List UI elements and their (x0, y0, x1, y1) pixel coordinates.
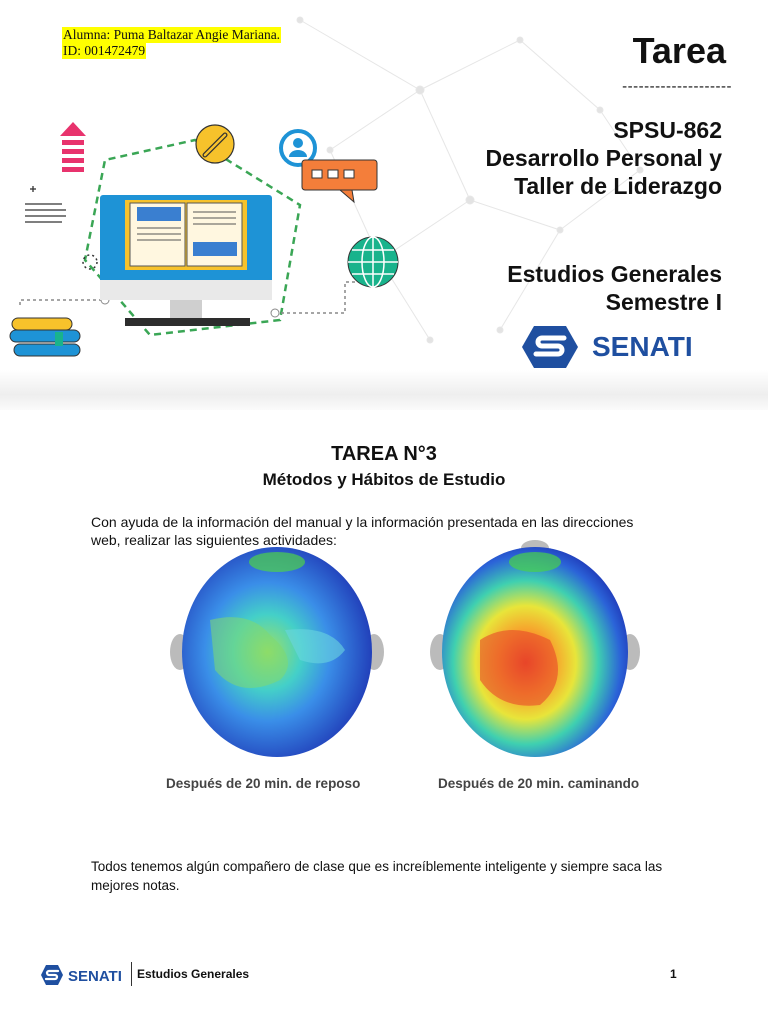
semester: Semestre I (605, 289, 722, 315)
task-subheading: Métodos y Hábitos de Estudio (262, 470, 506, 489)
pencil-icon (196, 125, 234, 163)
list-lines-icon (25, 186, 66, 222)
arrow-up-icon (60, 122, 86, 172)
footer-separator (131, 962, 132, 986)
body-paragraph: Todos tenemos algún compañero de clase que es increíblemente inteligente y siempre saca las mejores notas. (91, 859, 663, 893)
svg-text:SENATI: SENATI (68, 968, 122, 985)
student-id: ID: 001472479 (63, 43, 146, 58)
caption-walking: Después de 20 min. caminando (438, 776, 640, 791)
intro-paragraph: Con ayuda de la información del manual y la información presentada en las direcciones web, realizar las siguientes actividades: (91, 514, 634, 548)
student-info (62, 27, 281, 59)
footer-senati-logo (40, 964, 130, 986)
department-block (507, 260, 722, 316)
senati-logo-text: SENATI (592, 331, 693, 362)
footer-section: Estudios Generales (137, 967, 250, 981)
globe-icon (348, 237, 398, 287)
task-heading: TAREA N°3 (331, 443, 437, 465)
cover-header (0, 0, 768, 410)
course-name-line1: Desarrollo Personal y (485, 145, 722, 171)
cover-title: Tarea (632, 30, 726, 71)
student-name: Alumna: Puma Baltazar Angie Mariana. (63, 27, 281, 42)
brain-scan-figure (160, 540, 660, 800)
senati-logo (520, 322, 720, 372)
header-shadow (0, 370, 768, 410)
course-code: SPSU-862 (613, 117, 722, 143)
caption-rest: Después de 20 min. de reposo (166, 776, 361, 791)
brain-scan-walking (430, 540, 640, 757)
course-block (486, 116, 723, 200)
title-underline: -------------------- (622, 78, 732, 95)
page-footer (40, 962, 740, 988)
study-illustration (0, 100, 420, 370)
chat-bubble-icon (302, 160, 377, 202)
department: Estudios Generales (507, 261, 722, 287)
books-icon (10, 318, 80, 356)
page-number: 1 (670, 967, 677, 981)
brain-scan-rest (170, 547, 384, 757)
course-name-line2: Taller de Liderazgo (514, 173, 722, 199)
